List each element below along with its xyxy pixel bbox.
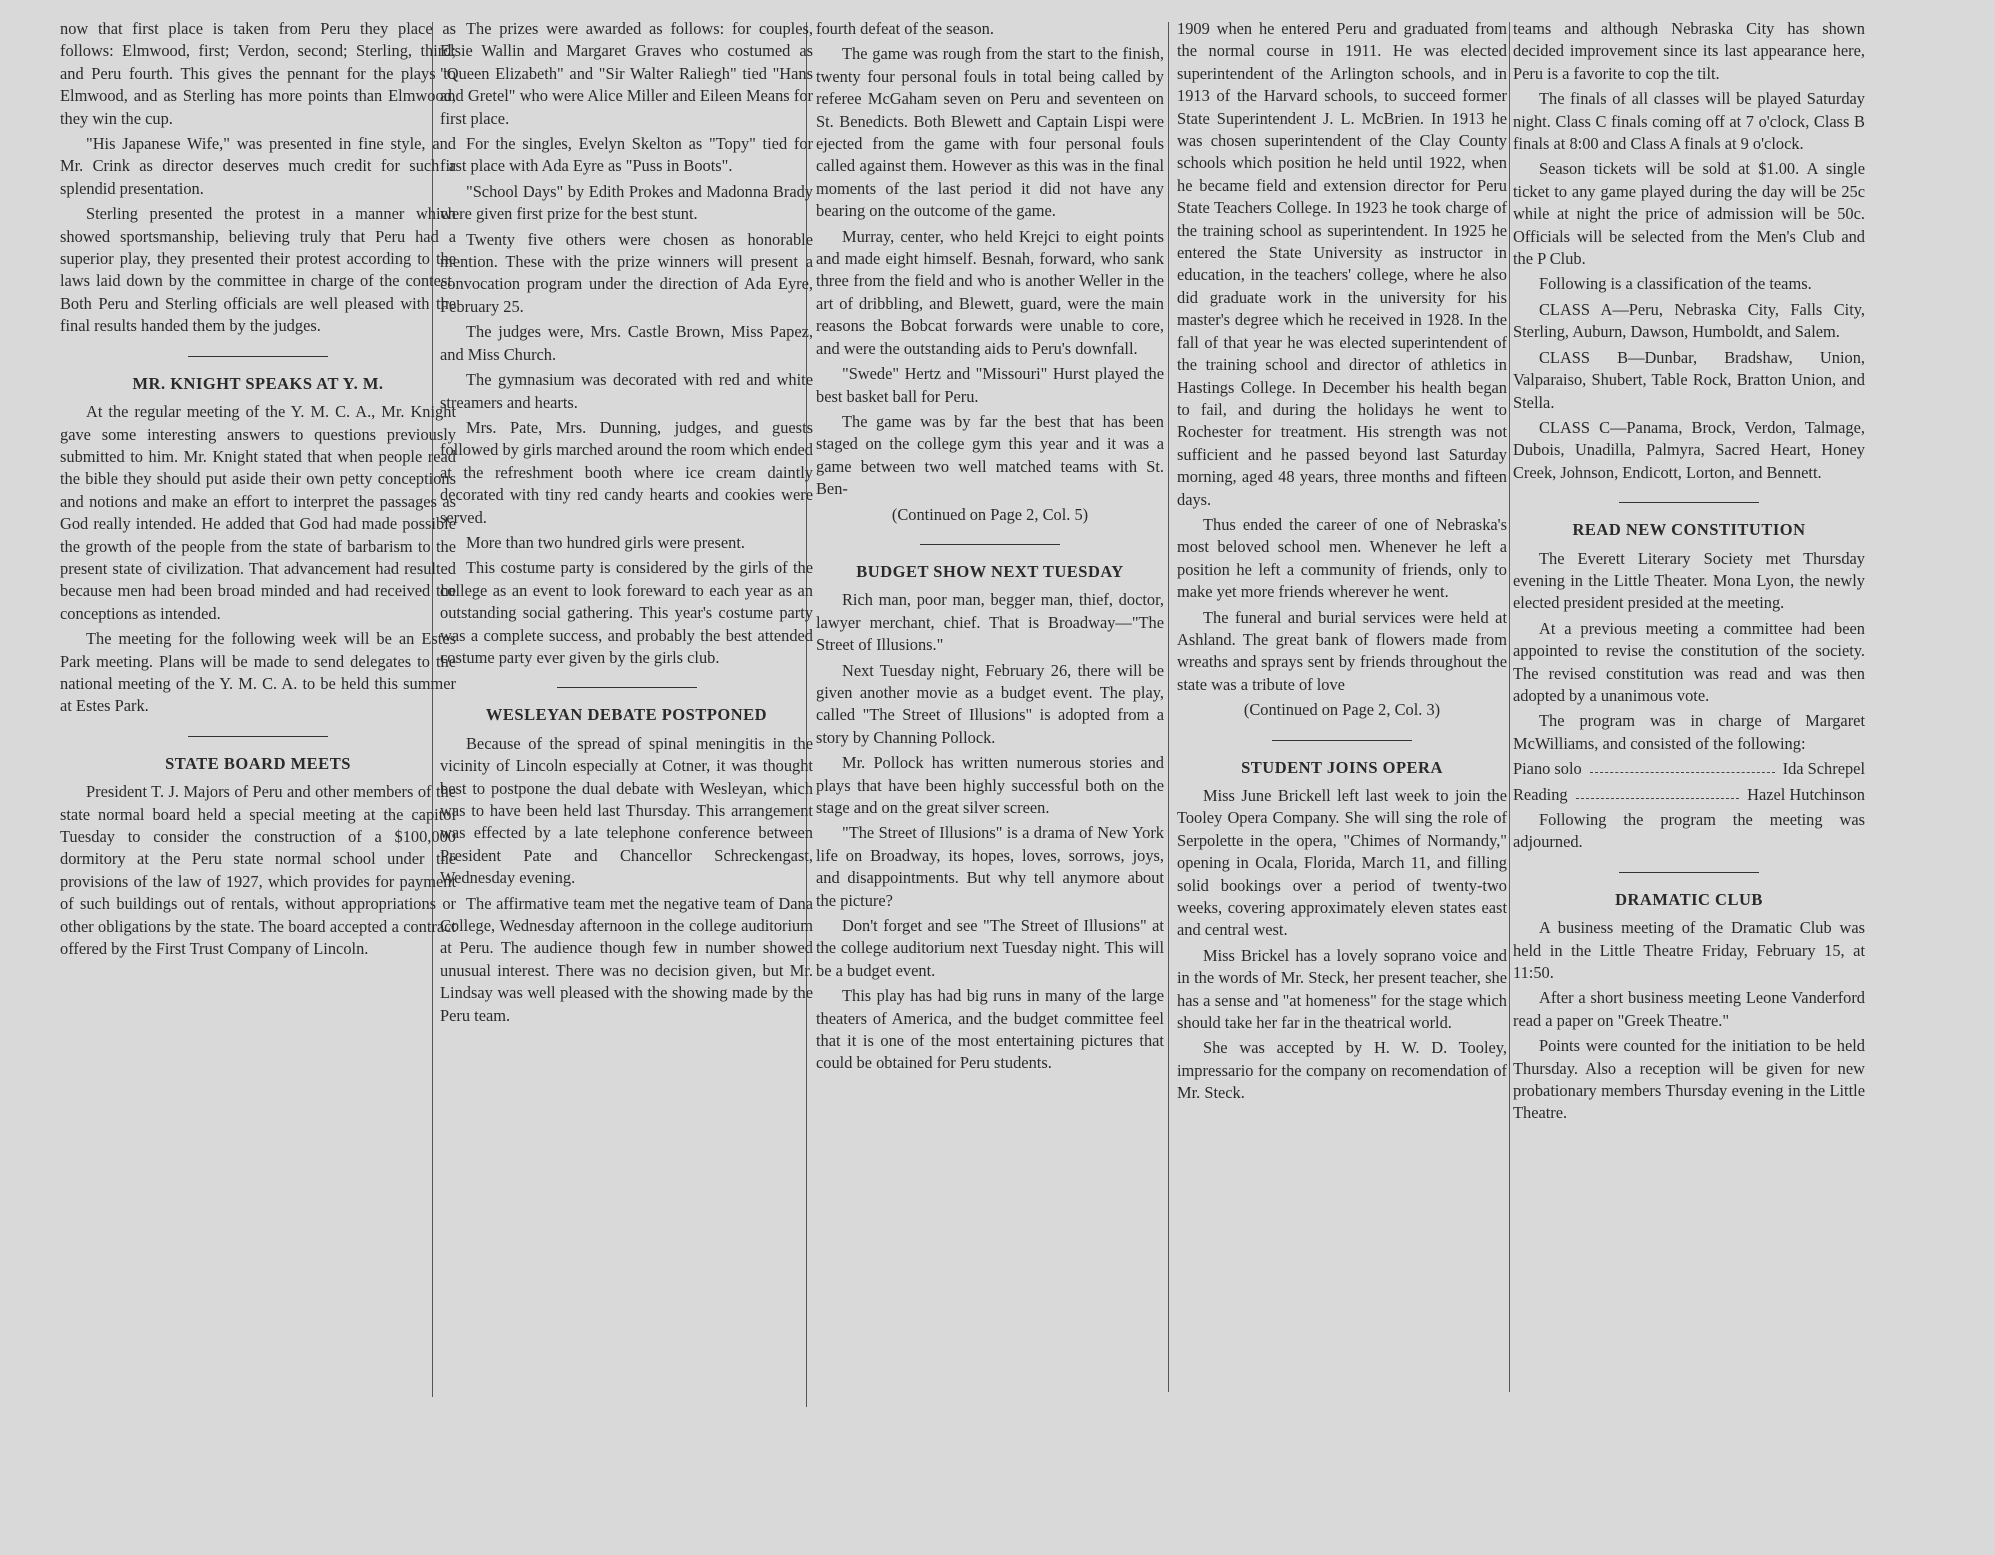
leader-dashes	[1590, 758, 1775, 773]
article-paragraph: More than two hundred girls were present.	[466, 532, 746, 552]
continued-note: (Continued on Page 2, Col. 3)	[1243, 700, 1441, 720]
article-paragraph: Next Tuesday night, February 26, there will be given another movie as a budget event. The play, called "The Street of Illusions" is adopted from a story by Channing Pollock.	[816, 660, 1164, 747]
continued-note: (Continued on Page 2, Col. 5)	[891, 504, 1089, 524]
column-2	[440, 18, 813, 1378]
article-paragraph: Thus ended the career of one of Nebraska's most beloved school men. Whenever he left a position he left a community of friends, only to make yet more friends wherever he went.	[1177, 514, 1507, 602]
headline-dramatic-club: DRAMATIC CLUB	[1615, 889, 1763, 909]
program-item: Piano solo	[1513, 759, 1582, 779]
article-paragraph: Season tickets will be sold at $1.00. A single ticket to any game played during the day will be 25c while at night the price of admission will be 50c. Officials will be selected from the Men's Club and the P Club.	[1513, 159, 1865, 269]
article-paragraph: teams and although Nebraska City has shown decided improvement since its last appearance here, Peru is a favorite to cop the tilt.	[1513, 19, 1865, 83]
article-divider	[1619, 872, 1759, 873]
program-performer: Ida Schrepel	[1782, 759, 1865, 779]
article-paragraph: Miss June Brickell left last week to join the Tooley Opera Company. She will sing the role of Serpolette in the opera, "Chimes of Normandy," opening in Ocala, Florida, March 11, and filling solid bookings over a period of twenty-two weeks, covering approximately eleven states east and central west.	[1177, 786, 1507, 940]
program-line	[1513, 784, 1865, 806]
article-paragraph: After a short business meeting Leone Vanderford read a paper on "Greek Theatre."	[1513, 988, 1865, 1030]
column-1	[60, 18, 456, 1378]
article-paragraph: The game was by far the best that has been staged on the college gym this year and it was a game between two well matched teams with St. Ben-	[816, 411, 1164, 499]
headline-knight-speaks: MR. KNIGHT SPEAKS AT Y. M.	[132, 373, 384, 393]
article-paragraph: This play has had big runs in many of the large theaters of America, and the budget committee feel that it is one of the most entertaining pictures that could be obtained for Peru students.	[816, 986, 1164, 1073]
article-paragraph: Following the program the meeting was adjourned.	[1513, 810, 1865, 852]
article-paragraph: This costume party is considered by the girls of the college as an event to look foreward to each year as an outstanding social gathering. This year's costume party was a complete success, and probably the best attended costume party ever given by the girls club.	[440, 558, 813, 667]
program-performer: Hazel Hutchinson	[1747, 784, 1865, 804]
article-paragraph: A business meeting of the Dramatic Club was held in the Little Theatre Friday, February 15, at 11:50.	[1513, 918, 1865, 983]
article-paragraph: fourth defeat of the season.	[816, 19, 994, 38]
article-paragraph: Mr. Pollock has written numerous stories and plays that have been highly successful both on the stage and on the great silver screen.	[816, 753, 1164, 817]
article-paragraph: "His Japanese Wife," was presented in fine style, and Mr. Crink as director deserves much credit for such a splendid presentation.	[60, 134, 456, 198]
column-5	[1513, 18, 1865, 1378]
article-paragraph: CLASS B—Dunbar, Bradshaw, Union, Valparaiso, Shubert, Table Rock, Bratton Union, and Stella.	[1513, 347, 1865, 412]
article-divider	[1619, 502, 1759, 503]
article-paragraph: For the singles, Evelyn Skelton as "Topy" tied for first place with Ada Eyre as "Puss in Boots".	[440, 134, 813, 176]
headline-new-constitution: READ NEW CONSTITUTION	[1572, 520, 1806, 540]
headline-wesleyan-debate: WESLEYAN DEBATE POSTPONED	[485, 705, 768, 725]
article-paragraph: Points were counted for the initiation to be held Thursday. Also a reception will be given for new probationary members Thursday evening in the Little Theatre.	[1513, 1036, 1865, 1123]
program-line	[1513, 758, 1865, 780]
article-paragraph: The game was rough from the start to the finish, twenty four personal fouls in total being called by referee McGaham seven on Peru and seventeen on St. Benedicts. Both Blewett and Captain Lispi were ejected from the game with four personal fouls called against them. However as this was in the final moments of the last period it did not have any bearing on the outcome of the game.	[816, 44, 1164, 221]
article-divider	[920, 544, 1060, 545]
leader-dashes	[1576, 784, 1739, 799]
article-paragraph: Twenty five others were chosen as honorable mention. These with the prize winners will present a convocation program under the direction of Ada Eyre, February 25.	[440, 229, 813, 316]
article-paragraph: Murray, center, who held Krejci to eight points and made eight himself. Besnah, forward, who sank three from the field and who is another Weller in the art of dribbling, and Blewett, guard, were the main reasons the Bobcat forwards were unable to core, and were the outstanding aids to Peru's downfall.	[816, 226, 1164, 358]
article-paragraph: The prizes were awarded as follows: for couples, Elsie Wallin and Margaret Graves who costumed as "Queen Elizabeth" and "Sir Walter Raliegh" tied "Hans and Gretel" who were Alice Miller and Eileen Means for first place.	[440, 19, 813, 128]
article-divider	[188, 736, 328, 737]
article-paragraph: CLASS A—Peru, Nebraska City, Falls City, Sterling, Auburn, Dawson, Humboldt, and Salem.	[1513, 299, 1865, 342]
article-paragraph: Miss Brickel has a lovely soprano voice and in the words of Mr. Steck, her present teacher, she has a sense and "at homeness" for the stage which should take her far in the theatrical world.	[1177, 945, 1507, 1033]
article-paragraph: At a previous meeting a committee had been appointed to revise the constitution of the society. The revised constitution was read and was then adopted by a unanimous vote.	[1513, 618, 1865, 705]
headline-state-board: STATE BOARD MEETS	[165, 753, 351, 773]
column-3	[816, 18, 1164, 1378]
article-paragraph: Mrs. Pate, Mrs. Dunning, judges, and guests followed by girls marched around the room which ended at the refreshment booth where ice cream daintly decorated with tiny red candy hearts and cookies were served.	[440, 417, 813, 527]
article-paragraph: "School Days" by Edith Prokes and Madonna Brady were given first prize for the best stunt.	[440, 181, 813, 224]
article-paragraph: CLASS C—Panama, Brock, Verdon, Talmage, Dubois, Unadilla, Palmyra, Sacred Heart, Honey Creek, Johnson, Endicott, Lorton, and Bennett.	[1513, 417, 1865, 482]
article-paragraph: Rich man, poor man, begger man, thief, doctor, lawyer merchant, chief. That is Broadway—"The Street of Illusions."	[816, 590, 1164, 655]
article-divider	[188, 356, 328, 357]
column-rule	[1509, 22, 1510, 1392]
article-paragraph: The gymnasium was decorated with red and white streamers and hearts.	[440, 370, 813, 412]
article-paragraph: The judges were, Mrs. Castle Brown, Miss Papez, and Miss Church.	[440, 322, 813, 364]
article-paragraph: The affirmative team met the negative team of Dana College, Wednesday afternoon in the college auditorium at Peru. The audience though few in number showed unusual interest. There was no decision given, but Mr. Lindsay was well pleased with the showing made by the Peru team.	[440, 893, 813, 1025]
column-4	[1177, 18, 1507, 1378]
article-paragraph: "Swede" Hertz and "Missouri" Hurst played the best basket ball for Peru.	[816, 364, 1164, 406]
headline-budget-show: BUDGET SHOW NEXT TUESDAY	[856, 561, 1124, 581]
column-rule	[1168, 22, 1169, 1392]
article-paragraph: Following is a classification of the teams.	[1539, 274, 1812, 294]
article-paragraph: "The Street of Illusions" is a drama of New York life on Broadway, its hopes, loves, sorrows, joys, and disappointments. But why tell anymore about the picture?	[816, 823, 1164, 910]
article-paragraph: Because of the spread of spinal meningitis in the vicinity of Lincoln especially at Cotner, it was thought best to postpone the dual debate with Wesleyan, which was to have been held last Thursday. This arrangement was effected by a late telephone conference between President Pate and Chancellor Schreckengast, Wednesday evening.	[440, 733, 813, 888]
headline-student-opera: STUDENT JOINS OPERA	[1241, 757, 1443, 777]
article-paragraph: The meeting for the following week will be an Estes Park meeting. Plans will be made to send delegates to the national meeting of the Y. M. C. A. to be held this summer at Estes Park.	[60, 629, 456, 716]
article-paragraph: The funeral and burial services were held at Ashland. The great bank of flowers made from wreaths and sprays sent by friends throughout the state was a tribute of love	[1177, 607, 1507, 694]
article-paragraph: The Everett Literary Society met Thursday evening in the Little Theater. Mona Lyon, the newly elected president presided at the meeting.	[1513, 548, 1865, 613]
article-paragraph: She was accepted by H. W. D. Tooley, impressario for the company on recomendation of Mr. Steck.	[1177, 1038, 1507, 1103]
article-paragraph: The finals of all classes will be played Saturday night. Class C finals coming off at 7 o'clock, Class B finals at 8:00 and Class A finals at 9 o'clock.	[1513, 89, 1865, 154]
program-item: Reading	[1513, 784, 1568, 804]
article-paragraph: The program was in charge of Margaret McWilliams, and consisted of the following:	[1513, 711, 1865, 753]
article-divider	[557, 687, 697, 688]
article-divider	[1272, 740, 1412, 741]
article-paragraph: Sterling presented the protest in a manner which showed sportsmanship, believing truly that Peru had a superior play, they presented their protest according to the laws laid down by the committee in charge of the contest. Both Peru and Sterling officials are well pleased with the final results handed them by the judges.	[60, 204, 456, 336]
article-paragraph: Don't forget and see "The Street of Illusions" at the college auditorium next Tuesday night. This will be a budget event.	[816, 916, 1164, 980]
article-paragraph: 1909 when he entered Peru and graduated from the normal course in 1911. He was elected superintendent of the Arlington schools, and in 1913 of the Harvard schools, to succeed former State Superintendent J. L. McBrien. In 1913 he was chosen superintendent of the Clay County schools which position he held until 1922, when he became field and extension director for Peru State Teachers College. In 1923 he took charge of the training school as superintendent. In 1925 he entered the State University as instructor in education, in the teachers' college, where he also did graduate work in the university for his master's degree which he received in 1928. In the fall of that year he was elected superintendent of the training school and director of athletics in Hastings College. In December his health began to fail, and during the holidays he went to Rochester for treatment. His strength was not sufficient and he passed beyond last Saturday morning, aged 48 years, three months and fifteen days.	[1177, 19, 1507, 509]
article-paragraph: President T. J. Majors of Peru and other members of the state normal board held a special meeting at the capitol Tuesday to consider the construction of a $100,000 dormitory at the Peru state normal school under the provisions of the law of 1927, which provides for payment of such buildings out of rentals, without appropriations or other obligations by the state. The board accepted a contract offered by the First Trust Company of Lincoln.	[60, 782, 456, 959]
article-paragraph: At the regular meeting of the Y. M. C. A., Mr. Knight gave some interesting answers to questions previously submitted to him. Mr. Knight stated that when people read the bible they should put aside their own petty conceptions and notions and make an effort to interpret the passages as God really intended. He added that God had made possible the growth of the people from the state of barbarism to the present state of civilization. That advancement had resulted because men had been broad minded and had received the conceptions as intended.	[60, 402, 456, 623]
article-paragraph: now that first place is taken from Peru they place as follows: Elmwood, first; Verdon, second; Sterling, third; and Peru fourth. This gives the pennant for the plays to Elmwood, and as Sterling has more points than Elmwood, they win the cup.	[60, 19, 456, 128]
